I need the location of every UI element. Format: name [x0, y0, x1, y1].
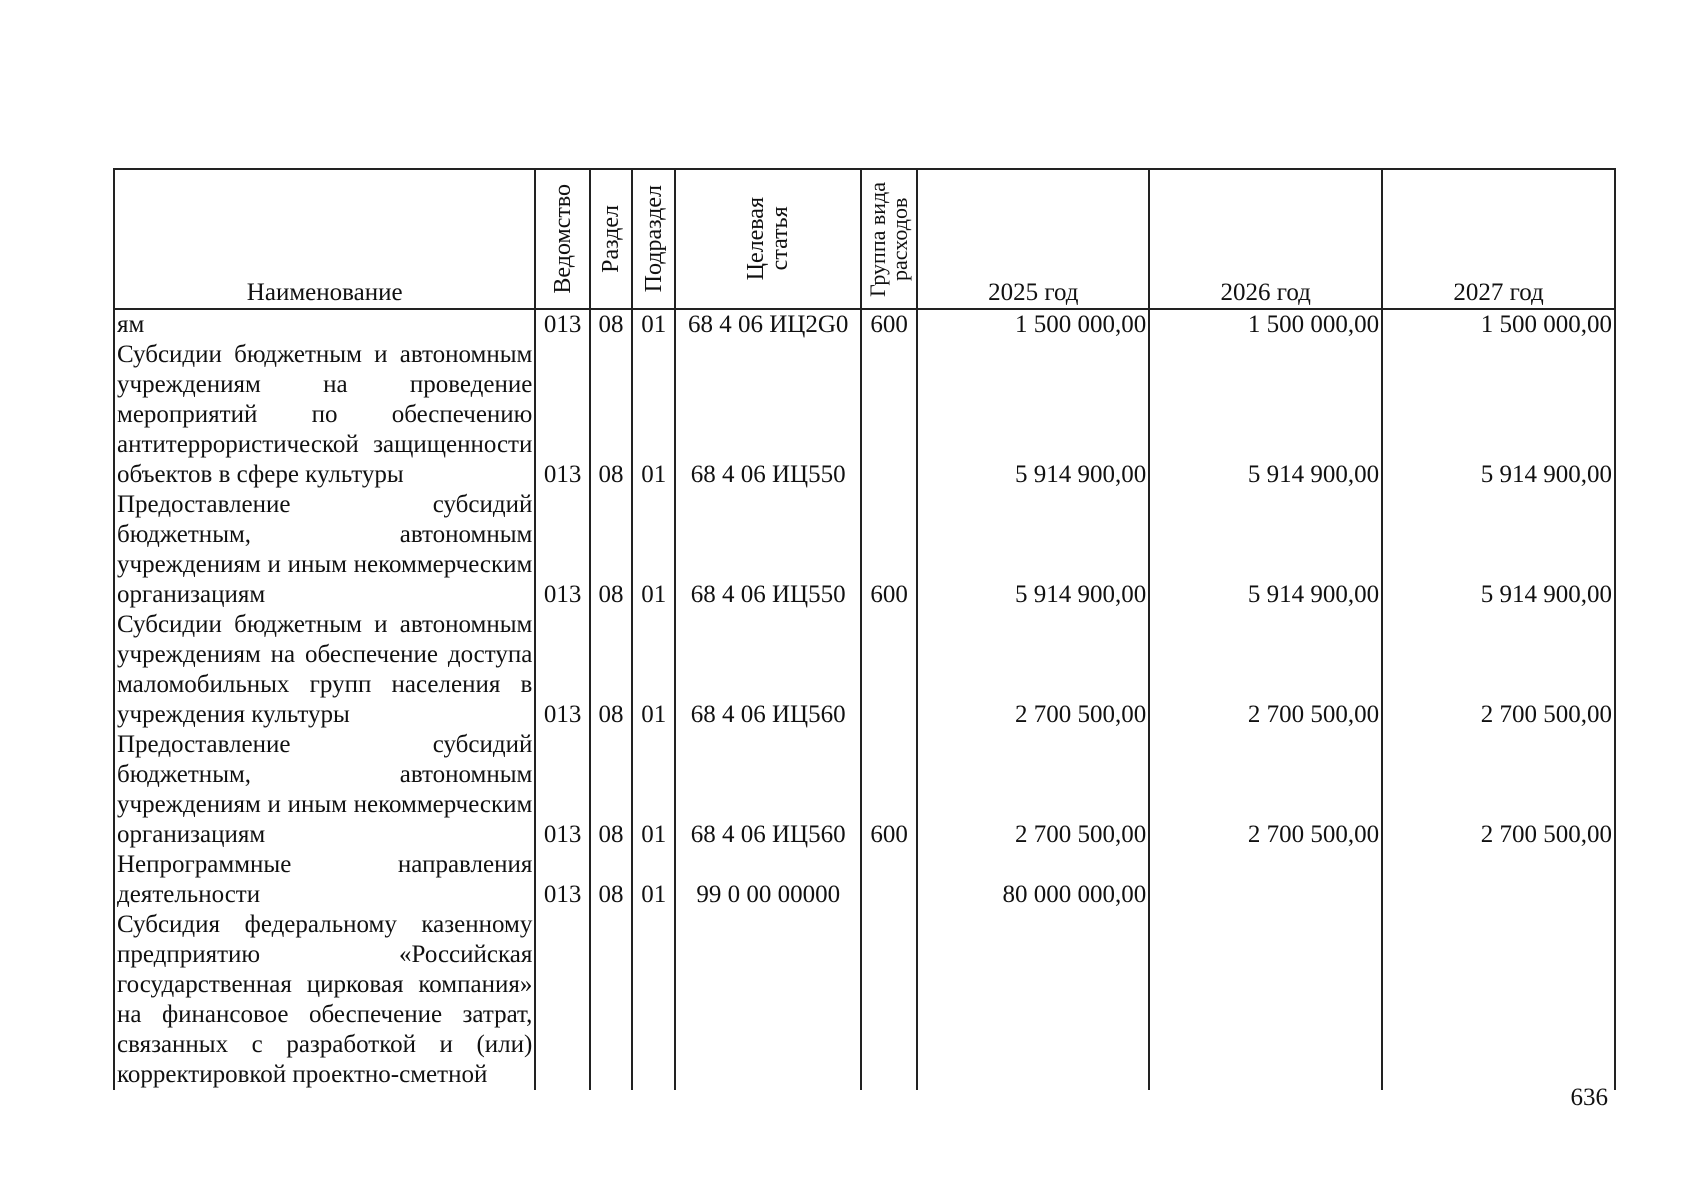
- row-subsection: [632, 910, 675, 1090]
- row-department: 013: [535, 309, 589, 340]
- row-amount-2026: [1149, 910, 1382, 1090]
- table-row: [114, 340, 1615, 490]
- table-row: [114, 610, 1615, 730]
- row-amount-2026: 1 500 000,00: [1149, 309, 1382, 340]
- row-amount-2025: 2 700 500,00: [917, 730, 1149, 850]
- row-target-article: 99 0 00 00000: [675, 850, 860, 910]
- row-expense-group: 600: [861, 730, 917, 850]
- header-expense-line1: Группа вида: [865, 181, 891, 297]
- row-target-article: 68 4 06 ИЦ2G0: [675, 309, 860, 340]
- row-amount-2027: [1382, 910, 1615, 1090]
- page-number: 636: [1570, 1084, 1608, 1111]
- row-name: Предоставление субсидий бюджетным, автономным учреждениям и иным некоммерческим организациям: [114, 490, 535, 610]
- header-target-line1: Целевая: [743, 197, 770, 281]
- row-subsection: 01: [632, 490, 675, 610]
- row-subsection: 01: [632, 610, 675, 730]
- header-target-line2: статья: [767, 207, 794, 271]
- budget-table: [113, 168, 1616, 1090]
- row-section: [590, 910, 632, 1090]
- row-section: 08: [590, 850, 632, 910]
- row-amount-2026: 5 914 900,00: [1149, 340, 1382, 490]
- row-expense-group: [861, 850, 917, 910]
- row-amount-2026: 2 700 500,00: [1149, 610, 1382, 730]
- row-department: [535, 910, 589, 1090]
- row-name: Субсидии бюджетным и автономным учреждениям на обеспечение доступа маломобильных групп населения в учреждения культуры: [114, 610, 535, 730]
- row-department: 013: [535, 730, 589, 850]
- row-section: 08: [590, 309, 632, 340]
- header-name: Наименование: [114, 169, 535, 309]
- row-department: 013: [535, 490, 589, 610]
- row-amount-2025: 5 914 900,00: [917, 490, 1149, 610]
- row-target-article: 68 4 06 ИЦ550: [675, 490, 860, 610]
- row-amount-2025: 80 000 000,00: [917, 850, 1149, 910]
- header-2027: 2027 год: [1382, 169, 1615, 309]
- header-target-article: [675, 169, 860, 309]
- header-2026: 2026 год: [1149, 169, 1382, 309]
- row-target-article: 68 4 06 ИЦ560: [675, 610, 860, 730]
- row-target-article: 68 4 06 ИЦ550: [675, 340, 860, 490]
- row-subsection: 01: [632, 850, 675, 910]
- row-target-article: 68 4 06 ИЦ560: [675, 730, 860, 850]
- row-amount-2027: 2 700 500,00: [1382, 730, 1615, 850]
- row-section: 08: [590, 340, 632, 490]
- table-row: [114, 730, 1615, 850]
- row-amount-2025: 5 914 900,00: [917, 340, 1149, 490]
- header-2025: 2025 год: [917, 169, 1149, 309]
- row-subsection: 01: [632, 730, 675, 850]
- row-amount-2027: 1 500 000,00: [1382, 309, 1615, 340]
- header-department: Ведомство: [535, 169, 589, 309]
- row-subsection: 01: [632, 309, 675, 340]
- header-subsection: Подраздел: [632, 169, 675, 309]
- header-section: Раздел: [590, 169, 632, 309]
- table-row: [114, 309, 1615, 340]
- row-section: 08: [590, 610, 632, 730]
- row-name: Субсидии бюджетным и автономным учреждениям на проведение мероприятий по обеспечению антитеррористической защищенности объектов в сфере культуры: [114, 340, 535, 490]
- table-row: [114, 910, 1615, 1090]
- row-subsection: 01: [632, 340, 675, 490]
- header-row: [114, 169, 1615, 309]
- row-target-article: [675, 910, 860, 1090]
- row-amount-2026: 5 914 900,00: [1149, 490, 1382, 610]
- row-expense-group: 600: [861, 309, 917, 340]
- table-row: [114, 490, 1615, 610]
- row-expense-group: [861, 610, 917, 730]
- row-amount-2027: [1382, 850, 1615, 910]
- row-name: ям: [114, 309, 535, 340]
- header-expense-group: [861, 169, 917, 309]
- row-expense-group: 600: [861, 490, 917, 610]
- row-expense-group: [861, 340, 917, 490]
- row-department: 013: [535, 610, 589, 730]
- row-section: 08: [590, 730, 632, 850]
- row-amount-2027: 2 700 500,00: [1382, 610, 1615, 730]
- row-department: 013: [535, 850, 589, 910]
- row-amount-2026: 2 700 500,00: [1149, 730, 1382, 850]
- row-section: 08: [590, 490, 632, 610]
- header-expense-line2: расходов: [887, 197, 913, 281]
- row-name: Предоставление субсидий бюджетным, автономным учреждениям и иным некоммерческим организациям: [114, 730, 535, 850]
- row-name: Субсидия федеральному казенному предприятию «Российская государственная цирковая компания» на финансовое обеспечение затрат, связанных с разработкой и (или) корректировкой проектно-сметной: [114, 910, 535, 1090]
- row-amount-2025: [917, 910, 1149, 1090]
- table-row: [114, 850, 1615, 910]
- row-department: 013: [535, 340, 589, 490]
- row-name: Непрограммные направления деятельности: [114, 850, 535, 910]
- row-amount-2026: [1149, 850, 1382, 910]
- row-amount-2025: 1 500 000,00: [917, 309, 1149, 340]
- row-expense-group: [861, 910, 917, 1090]
- row-amount-2027: 5 914 900,00: [1382, 490, 1615, 610]
- row-amount-2027: 5 914 900,00: [1382, 340, 1615, 490]
- row-amount-2025: 2 700 500,00: [917, 610, 1149, 730]
